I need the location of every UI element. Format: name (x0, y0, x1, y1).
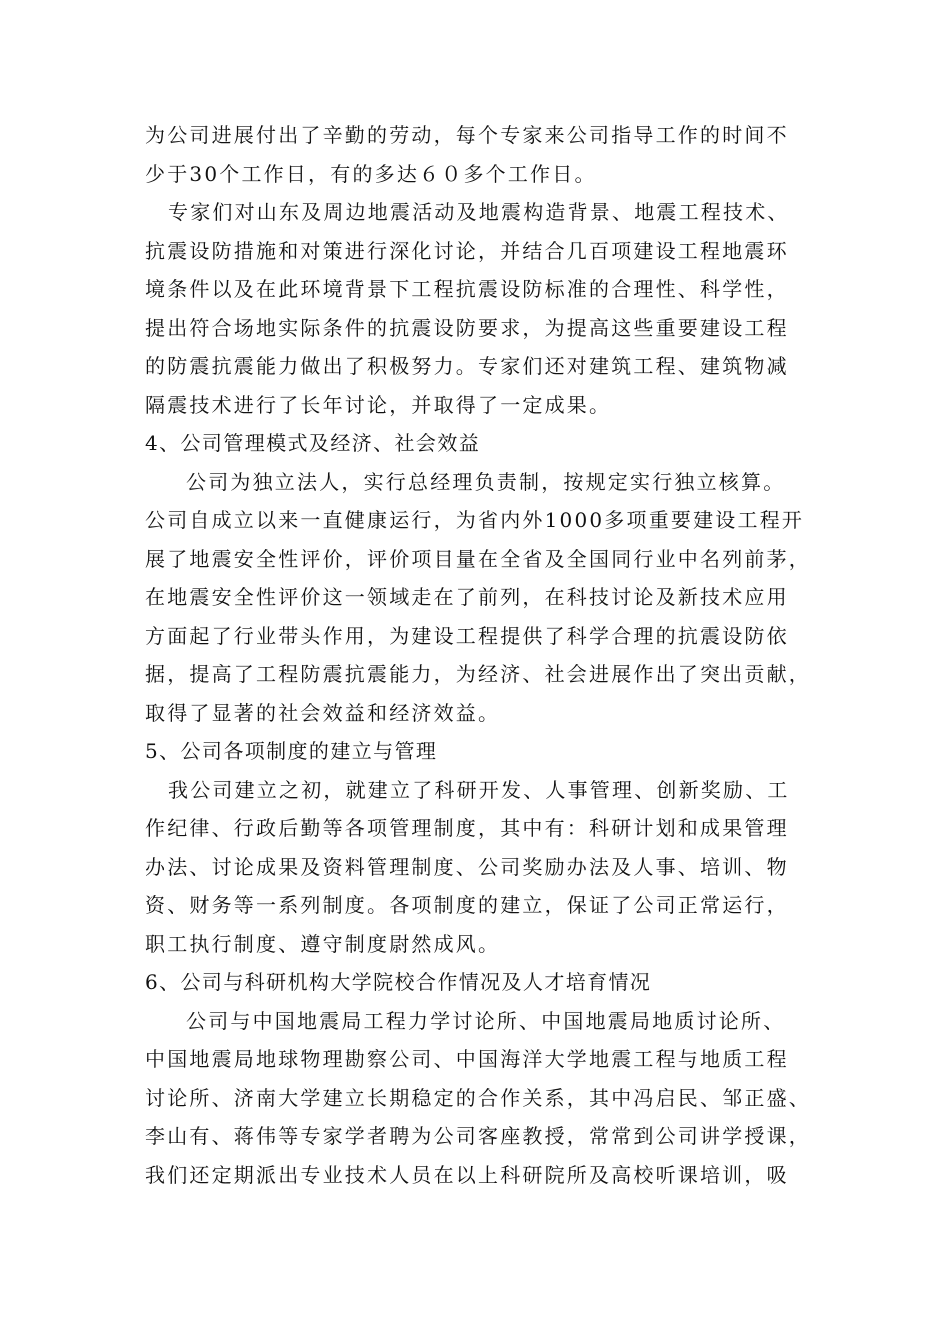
body-text-line: 我们还定期派出专业技术人员在以上科研院所及高校听课培训，吸 (145, 1163, 789, 1187)
body-text-line: 李山有、蒋伟等专家学者聘为公司客座教授，常常到公司讲学授课， (145, 1124, 811, 1148)
paragraph-first-line: 我公司建立之初，就建立了科研开发、人事管理、创新奖励、工 (168, 778, 790, 802)
body-text-line: 方面起了行业带头作用，为建设工程提供了科学合理的抗震设防依 (145, 624, 789, 648)
body-text-line: 讨论所、济南大学建立长期稳定的合作关系，其中冯启民、邹正盛、 (145, 1086, 811, 1110)
paragraph-first-line: 专家们对山东及周边地震活动及地震构造背景、地震工程技术、 (168, 200, 790, 224)
body-text-line: 少于30个工作日，有的多达６０多个工作日。 (145, 162, 597, 186)
section-heading: 6、公司与科研机构大学院校合作情况及人才培育情况 (145, 970, 652, 994)
paragraph-first-line: 公司与中国地震局工程力学讨论所、中国地震局地质讨论所、 (186, 1009, 786, 1033)
body-text-line: 抗震设防措施和对策进行深化讨论，并结合几百项建设工程地震环 (145, 239, 789, 263)
body-text-line: 公司自成立以来一直健康运行，为省内外1000多项重要建设工程开 (145, 508, 805, 532)
body-text-line: 的防震抗震能力做出了积极努力。专家们还对建筑工程、建筑物减 (145, 354, 789, 378)
body-text-line: 中国地震局地球物理勘察公司、中国海洋大学地震工程与地质工程 (145, 1047, 789, 1071)
body-text-line: 隔震技术进行了长年讨论，并取得了一定成果。 (145, 393, 612, 417)
body-text-line: 办法、讨论成果及资料管理制度、公司奖励办法及人事、培训、物 (145, 855, 789, 879)
paragraph-first-line: 公司为独立法人，实行总经理负责制，按规定实行独立核算。 (186, 470, 786, 494)
body-text-line: 为公司进展付出了辛勤的劳动，每个专家来公司指导工作的时间不 (145, 123, 789, 147)
body-text-line: 提出符合场地实际条件的抗震设防要求，为提高这些重要建设工程 (145, 316, 789, 340)
section-heading: 5、公司各项制度的建立与管理 (145, 739, 438, 763)
body-text-line: 在地震安全性评价这一领域走在了前列，在科技讨论及新技术应用 (145, 585, 789, 609)
body-text-line: 展了地震安全性评价，评价项目量在全省及全国同行业中名列前茅， (145, 547, 811, 571)
body-text-line: 取得了显著的社会效益和经济效益。 (145, 701, 501, 725)
section-heading: 4、公司管理模式及经济、社会效益 (145, 431, 481, 455)
body-text-line: 境条件以及在此环境背景下工程抗震设防标准的合理性、科学性， (145, 277, 789, 301)
body-text-line: 作纪律、行政后勤等各项管理制度，其中有：科研计划和成果管理 (145, 816, 789, 840)
body-text-line: 据，提高了工程防震抗震能力，为经济、社会进展作出了突出贡献， (145, 662, 811, 686)
body-text-line: 资、财务等一系列制度。各项制度的建立，保证了公司正常运行， (145, 893, 789, 917)
body-text-line: 职工执行制度、遵守制度尉然成风。 (145, 932, 501, 956)
